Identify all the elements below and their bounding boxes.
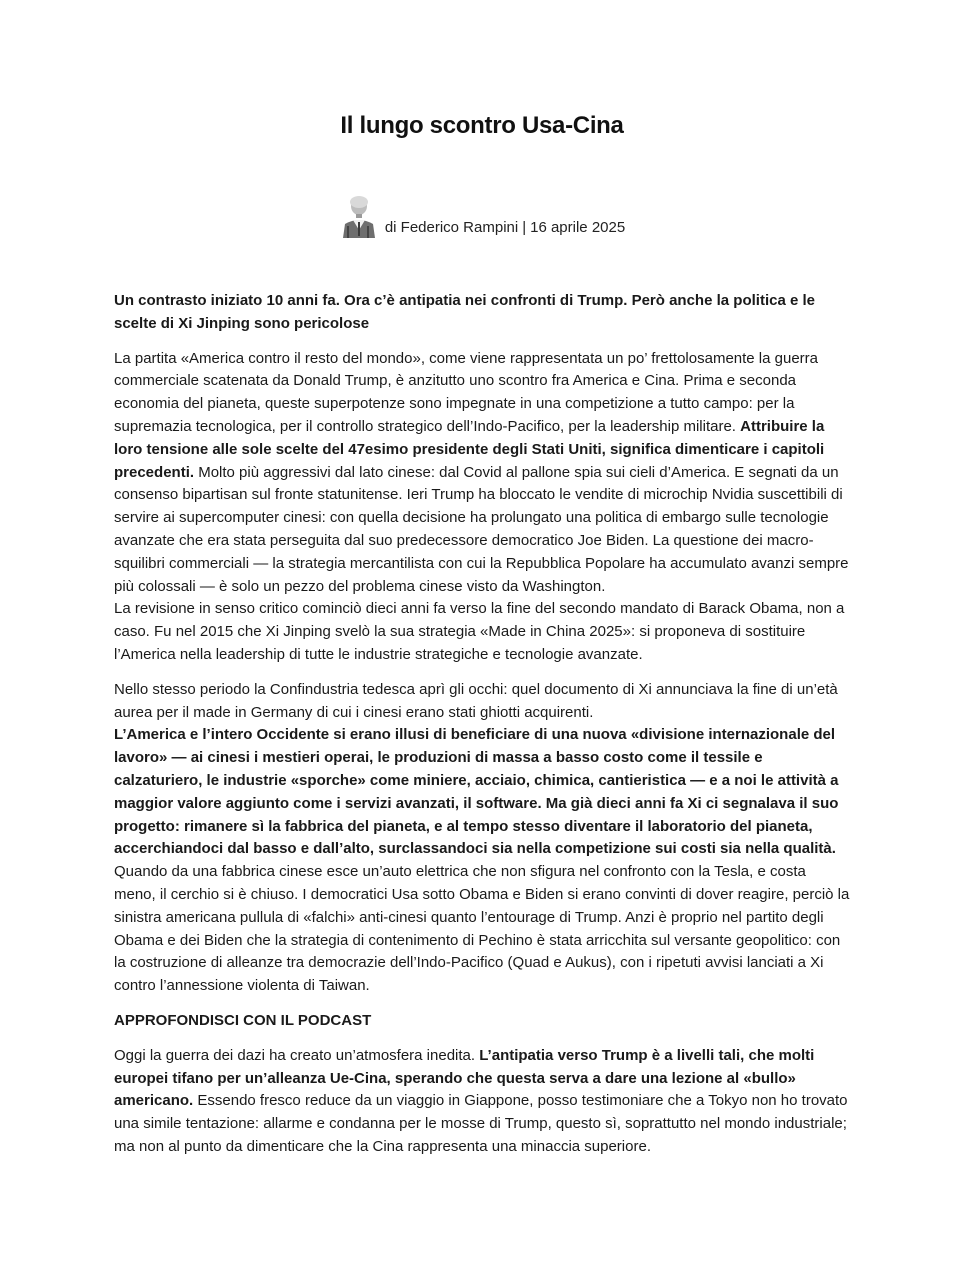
author-name: di Federico Rampini	[384, 219, 519, 236]
paragraph-5-highlight: L’antipatia verso Trump è a livelli tali, che molti europei tifano per un’alleanza Ue-Cina, sperando che questa serva a dare una lezione al «bullo» americano.	[114, 1046, 815, 1110]
paragraph-1-text: La partita «America contro il resto del mondo», come viene rappresentata un po’ frettolosamente la guerra commerciale scatenata da Donald Trump, è anzitutto uno scontro fra America e Cina. Prima e seconda economia del pianeta, queste superpotenze sono impegnate in una competizione a tutto campo: per la supremazia tecnologica, per il controllo strategico dell’Indo-Pacifico, per la leadership militare.	[114, 349, 819, 435]
paragraph-4-text: Quando da una fabbrica cinese esce un’auto elettrica che non sfigura nel confronto con la Tesla, e costa meno, il cerchio si è chiuso. I democratici Usa sotto Obama e Biden si erano convinti di dover reagire, perciò la sinistra americana pullula di «falchi» anti-cinesi quanto l’entourage di Trump. Anzi è proprio nel partito degli Obama e dei Biden che la strategia di contenimento di Pechino è stata arricchita sul versante geopolitico: con la costruzione di alleanze tra democrazie dell’Indo-Pacifico (Quad e Aukus), con i ripetuti avvisi lanciati a Xi contro l’annessione violenta di Taiwan.	[114, 863, 850, 995]
byline-text	[385, 219, 625, 238]
paragraph-3: Nello stesso periodo la Confindustria tedesca aprì gli occhi: quel documento di Xi annunciava la fine di un’età aurea per il made in Germany di cui i cinesi erano stati ghiotti acquirenti.	[114, 680, 838, 721]
paragraph-1	[114, 348, 850, 599]
article-title: Il lungo scontro Usa-Cina	[340, 112, 624, 139]
paragraph-4-highlight: L’America e l’intero Occidente si erano illusi di beneficiare di una nuova «divisione internazionale del lavoro» — ai cinesi i mestieri operai, le produzioni di massa a basso costo come il tessile e calzaturiero, le industrie «sporche» come miniere, acciaio, chimica, cantieristica — e a noi le attività a maggior valore aggiunto come i servizi avanzati, il software. Ma già dieci anni fa Xi ci segnalava il suo progetto: rimanere sì la fabbrica del pianeta, e al tempo stesso diventare il laboratorio del pianeta, accerchiandoci dal basso e dall’alto, surclassandoci sia nella competizione sui costi sia nella qualità.	[114, 726, 839, 858]
article-body	[114, 290, 850, 1171]
article-lead: Un contrasto iniziato 10 anni fa. Ora c’è antipatia nei confronti di Trump. Però anche la politica e le scelte di Xi Jinping sono pericolose	[114, 292, 815, 332]
byline-separator: |	[522, 219, 527, 236]
author-photo-icon	[339, 194, 377, 238]
byline	[114, 194, 850, 238]
paragraph-2: La revisione in senso critico cominciò dieci anni fa verso la fine del secondo mandato di Barack Obama, non a caso. Fu nel 2015 che Xi Jinping svelò la sua strategia «Made in China 2025»: si proponeva di sostituire l’America nella leadership di tutte le industrie strategiche e tecnologie avanzate.	[114, 600, 845, 663]
paragraph-5-text-cont: Essendo fresco reduce da un viaggio in Giappone, posso testimoniare che a Tokyo non ho trovato una simile tentazione: allarme e condanna per le mosse di Trump, questo sì, soprattutto nel mondo industriale; ma non al punto da dimenticare che la Cina rappresenta una minaccia superiore.	[114, 1092, 848, 1155]
paragraph-5	[114, 1045, 850, 1159]
paragraph-4	[114, 724, 850, 998]
podcast-link[interactable]: APPROFONDISCI CON IL PODCAST	[114, 1011, 372, 1029]
publish-date: 16 aprile 2025	[530, 219, 626, 236]
author-avatar	[339, 194, 377, 238]
paragraph-5-text: Oggi la guerra dei dazi ha creato un’atmosfera inedita.	[114, 1046, 480, 1064]
paragraph-1-highlight: Attribuire la loro tensione alle sole scelte del 47esimo presidente degli Stati Uniti, significa dimenticare i capitoli precedenti.	[114, 417, 825, 481]
paragraph-1-text-cont: Molto più aggressivi dal lato cinese: dal Covid al pallone spia sui cieli d’America. E segnati da un consenso bipartisan sul fronte statunitense. Ieri Trump ha bloccato le vendite di microchip Nvidia suscettibili di servire ai supercomputer cinesi: con quella decisione ha prolungato una politica di embargo sulle tecnologie avanzate che era stata perseguita dal suo predecessore democratico Joe Biden. La questione dei macro-squilibri commerciali — la strategia mercantilista con cui la Repubblica Popolare ha accumulato avanzi sempre più colossali — è solo un pezzo del problema cinese visto da Washington.	[114, 463, 849, 595]
